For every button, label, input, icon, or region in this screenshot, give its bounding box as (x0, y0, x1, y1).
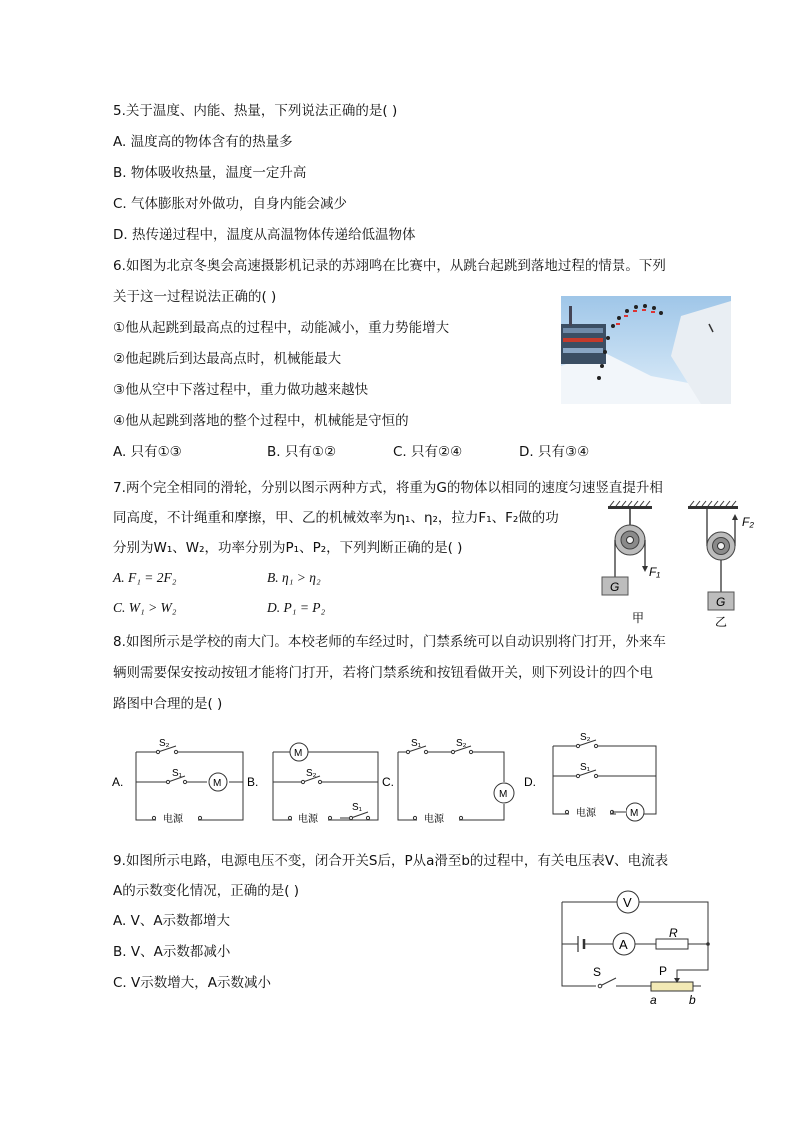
q9-circuit (556, 886, 716, 1008)
q8-circuit-d-label: D. (524, 775, 536, 789)
q7-jia-label: 甲 (632, 611, 645, 625)
q9-option-c: C. V示数增大，A示数减小 (113, 975, 271, 991)
q8-c-motor: M (499, 789, 508, 800)
q7-f1-label: F₁ (649, 565, 661, 579)
q7-option-d: D. P₁ = P₂ (267, 600, 326, 615)
q8-stem-line3: 路图中合理的是( ) (113, 696, 223, 712)
q7-option-c: C. W₁ > W₂ (113, 600, 177, 615)
q6-statement-2: ②他起跳后到达最高点时，机械能最大 (113, 351, 342, 367)
q9-resistor-label: R (669, 926, 678, 940)
q8-d-power: 电源 (576, 808, 596, 819)
q7-yi-label: 乙 (715, 615, 728, 628)
q5-option-c: C. 气体膨胀对外做功，自身内能会减少 (113, 196, 348, 212)
q6-stem-line1: 6.如图为北京冬奥会高速摄影机记录的苏翊鸣在比赛中，从跳台起跳到落地过程的情景。下列 (113, 258, 666, 274)
q7-stem-line2: 同高度，不计绳重和摩擦，甲、乙的机械效率为η₁、η₂，拉力F₁、F₂做的功 (113, 510, 559, 526)
q7-yi-weight-label: G (716, 595, 726, 609)
q6-option-d: D. 只有③④ (519, 444, 590, 460)
q7-option-a: A. F₁ = 2F₂ (113, 570, 177, 585)
q6-statement-4: ④他从起跳到落地的整个过程中，机械能是守恒的 (113, 413, 409, 429)
q9-switch-label: S (593, 965, 602, 979)
ski-jump-photo (561, 296, 731, 404)
q9-stem-line1: 9.如图所示电路，电源电压不变，闭合开关S后，P从a滑至b的过程中，有关电压表V、电流表 (113, 853, 669, 869)
q8-c-s1: S₁ (411, 738, 422, 749)
q5-stem: 5.关于温度、内能、热量，下列说法正确的是( ) (113, 103, 398, 119)
q8-d-s2: S₂ (580, 732, 591, 743)
q9-end-b-label: b (689, 993, 696, 1007)
q7-option-b: B. η₁ > η₂ (267, 570, 321, 585)
q8-stem-line1: 8.如图所示是学校的南大门。本校老师的车经过时，门禁系统可以自动识别将门打开，外来车 (113, 634, 666, 650)
q9-slider-label: P (659, 964, 668, 978)
q8-d-s1: S₁ (580, 762, 591, 773)
q9-option-b: B. V、A示数都减小 (113, 944, 231, 960)
q8-circuit-b-label: B. (247, 775, 259, 789)
q7-stem-line1: 7.两个完全相同的滑轮，分别以图示两种方式，将重为G的物体以相同的速度匀速竖直提升相 (113, 480, 663, 496)
q6-option-c: C. 只有②④ (393, 444, 463, 460)
q8-a-s1: S₁ (172, 768, 183, 779)
q8-circuit-a-label: A. (112, 775, 124, 789)
q9-ammeter-label: A (619, 937, 628, 952)
q8-circuit-c-label: C. (382, 775, 394, 789)
q6-statement-3: ③他从空中下落过程中，重力做功越来越快 (113, 382, 369, 398)
q8-circuits (108, 730, 668, 830)
q8-b-motor: M (294, 748, 303, 759)
q9-option-a: A. V、A示数都增大 (113, 913, 231, 929)
movable-pulley (688, 501, 738, 610)
q8-b-power: 电源 (298, 814, 318, 825)
q9-end-a-label: a (650, 993, 657, 1007)
q9-voltmeter-label: V (623, 895, 632, 910)
q8-c-s2: S₂ (456, 738, 467, 749)
q8-d-motor: M (630, 808, 639, 819)
q8-c-power: 电源 (424, 814, 444, 825)
q6-statement-1: ①他从起跳到最高点的过程中，动能减小，重力势能增大 (113, 320, 450, 336)
q7-jia-weight-label: G (610, 580, 620, 594)
pulley-diagram (596, 500, 771, 628)
q8-b-s2: S₂ (306, 768, 317, 779)
q8-a-s2: S₂ (159, 738, 170, 749)
q8-a-motor: M (213, 778, 222, 789)
q6-stem-line2: 关于这一过程说法正确的( ) (113, 289, 277, 305)
q8-b-s1: S₁ (352, 802, 363, 813)
q6-option-b: B. 只有①② (267, 444, 337, 460)
q8-stem-line2: 辆则需要保安按动按钮才能将门打开，若将门禁系统和按钮看做开关，则下列设计的四个电 (113, 665, 653, 681)
q5-option-a: A. 温度高的物体含有的热量多 (113, 134, 293, 150)
q5-option-b: B. 物体吸收热量，温度一定升高 (113, 165, 307, 181)
q7-f2-label: F₂ (742, 515, 754, 529)
q9-stem-line2: A的示数变化情况，正确的是( ) (113, 883, 300, 899)
q7-stem-line3: 分别为W₁、W₂，功率分别为P₁、P₂，下列判断正确的是( ) (113, 540, 463, 556)
q5-option-d: D. 热传递过程中，温度从高温物体传递给低温物体 (113, 227, 416, 243)
q6-option-a: A. 只有①③ (113, 444, 182, 460)
q8-a-power: 电源 (163, 814, 183, 825)
